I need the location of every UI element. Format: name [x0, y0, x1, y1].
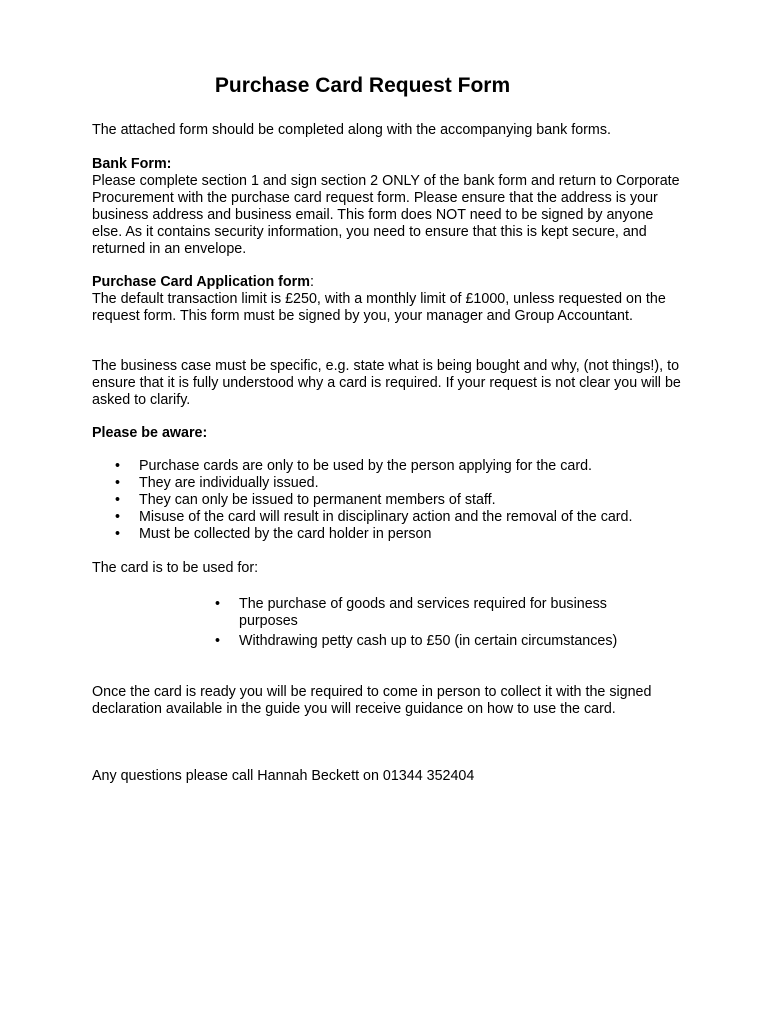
list-item-text: Purchase cards are only to be used by the person applying for the card. [139, 458, 593, 474]
used-for-heading: The card is to be used for: [92, 560, 259, 576]
used-for-list [92, 596, 732, 653]
list-item [92, 458, 732, 475]
bullet-icon: • [115, 509, 121, 525]
bullet-icon: • [115, 475, 121, 491]
list-item [92, 633, 732, 650]
application-form-text: The default transaction limit is £250, with a monthly limit of £1000, unless requested on the request form. This form must be signed by you, your manager and Group Accountant. [92, 291, 666, 324]
aware-heading: Please be aware: [92, 425, 208, 441]
bullet-icon: • [215, 633, 221, 649]
list-item-text: They are individually issued. [139, 475, 319, 491]
list-item [92, 509, 732, 526]
list-item [92, 492, 732, 509]
collection-paragraph: Once the card is ready you will be required to come in person to collect it with the signed declaration available in the guide you will receive guidance on how to use the card. [92, 684, 652, 717]
application-form-heading-colon: : [309, 274, 314, 290]
list-item [92, 526, 732, 543]
application-form-heading: Purchase Card Application form [92, 274, 310, 290]
bank-form-heading: Bank Form: [92, 156, 172, 172]
bullet-icon: • [115, 458, 121, 474]
bullet-icon: • [115, 492, 121, 508]
list-item-text: They can only be issued to permanent members of staff. [139, 492, 496, 508]
page-title: Purchase Card Request Form [214, 74, 511, 97]
list-item-text: The purchase of goods and services required for business purposes [239, 596, 607, 629]
application-form-section [92, 274, 682, 325]
contact-line: Any questions please call Hannah Beckett on 01344 352404 [92, 768, 475, 784]
bullet-icon: • [215, 596, 221, 612]
bank-form-text: Please complete section 1 and sign section 2 ONLY of the bank form and return to Corporate Procurement with the purchase card request form. Please ensure that the address is your business address and business email. This form does NOT need to be signed by anyone else. As it contains security information, you need to ensure that this is kept secure, and returned in an envelope. [92, 173, 680, 257]
bullet-icon: • [115, 526, 121, 542]
aware-list [92, 458, 732, 543]
list-item-text: Must be collected by the card holder in person [139, 526, 432, 542]
bank-form-section [92, 156, 682, 258]
list-item-text: Misuse of the card will result in disciplinary action and the removal of the card. [139, 509, 633, 525]
list-item [92, 596, 732, 630]
list-item [92, 475, 732, 492]
business-case-paragraph: The business case must be specific, e.g. state what is being bought and why, (not things!), to ensure that it is fully understood why a card is required. If your request is not clear you will be asked to clarify. [92, 358, 681, 408]
list-item-text: Withdrawing petty cash up to £50 (in certain circumstances) [239, 633, 618, 649]
application-form-heading-line [92, 274, 682, 291]
intro-paragraph: The attached form should be completed along with the accompanying bank forms. [92, 122, 611, 138]
